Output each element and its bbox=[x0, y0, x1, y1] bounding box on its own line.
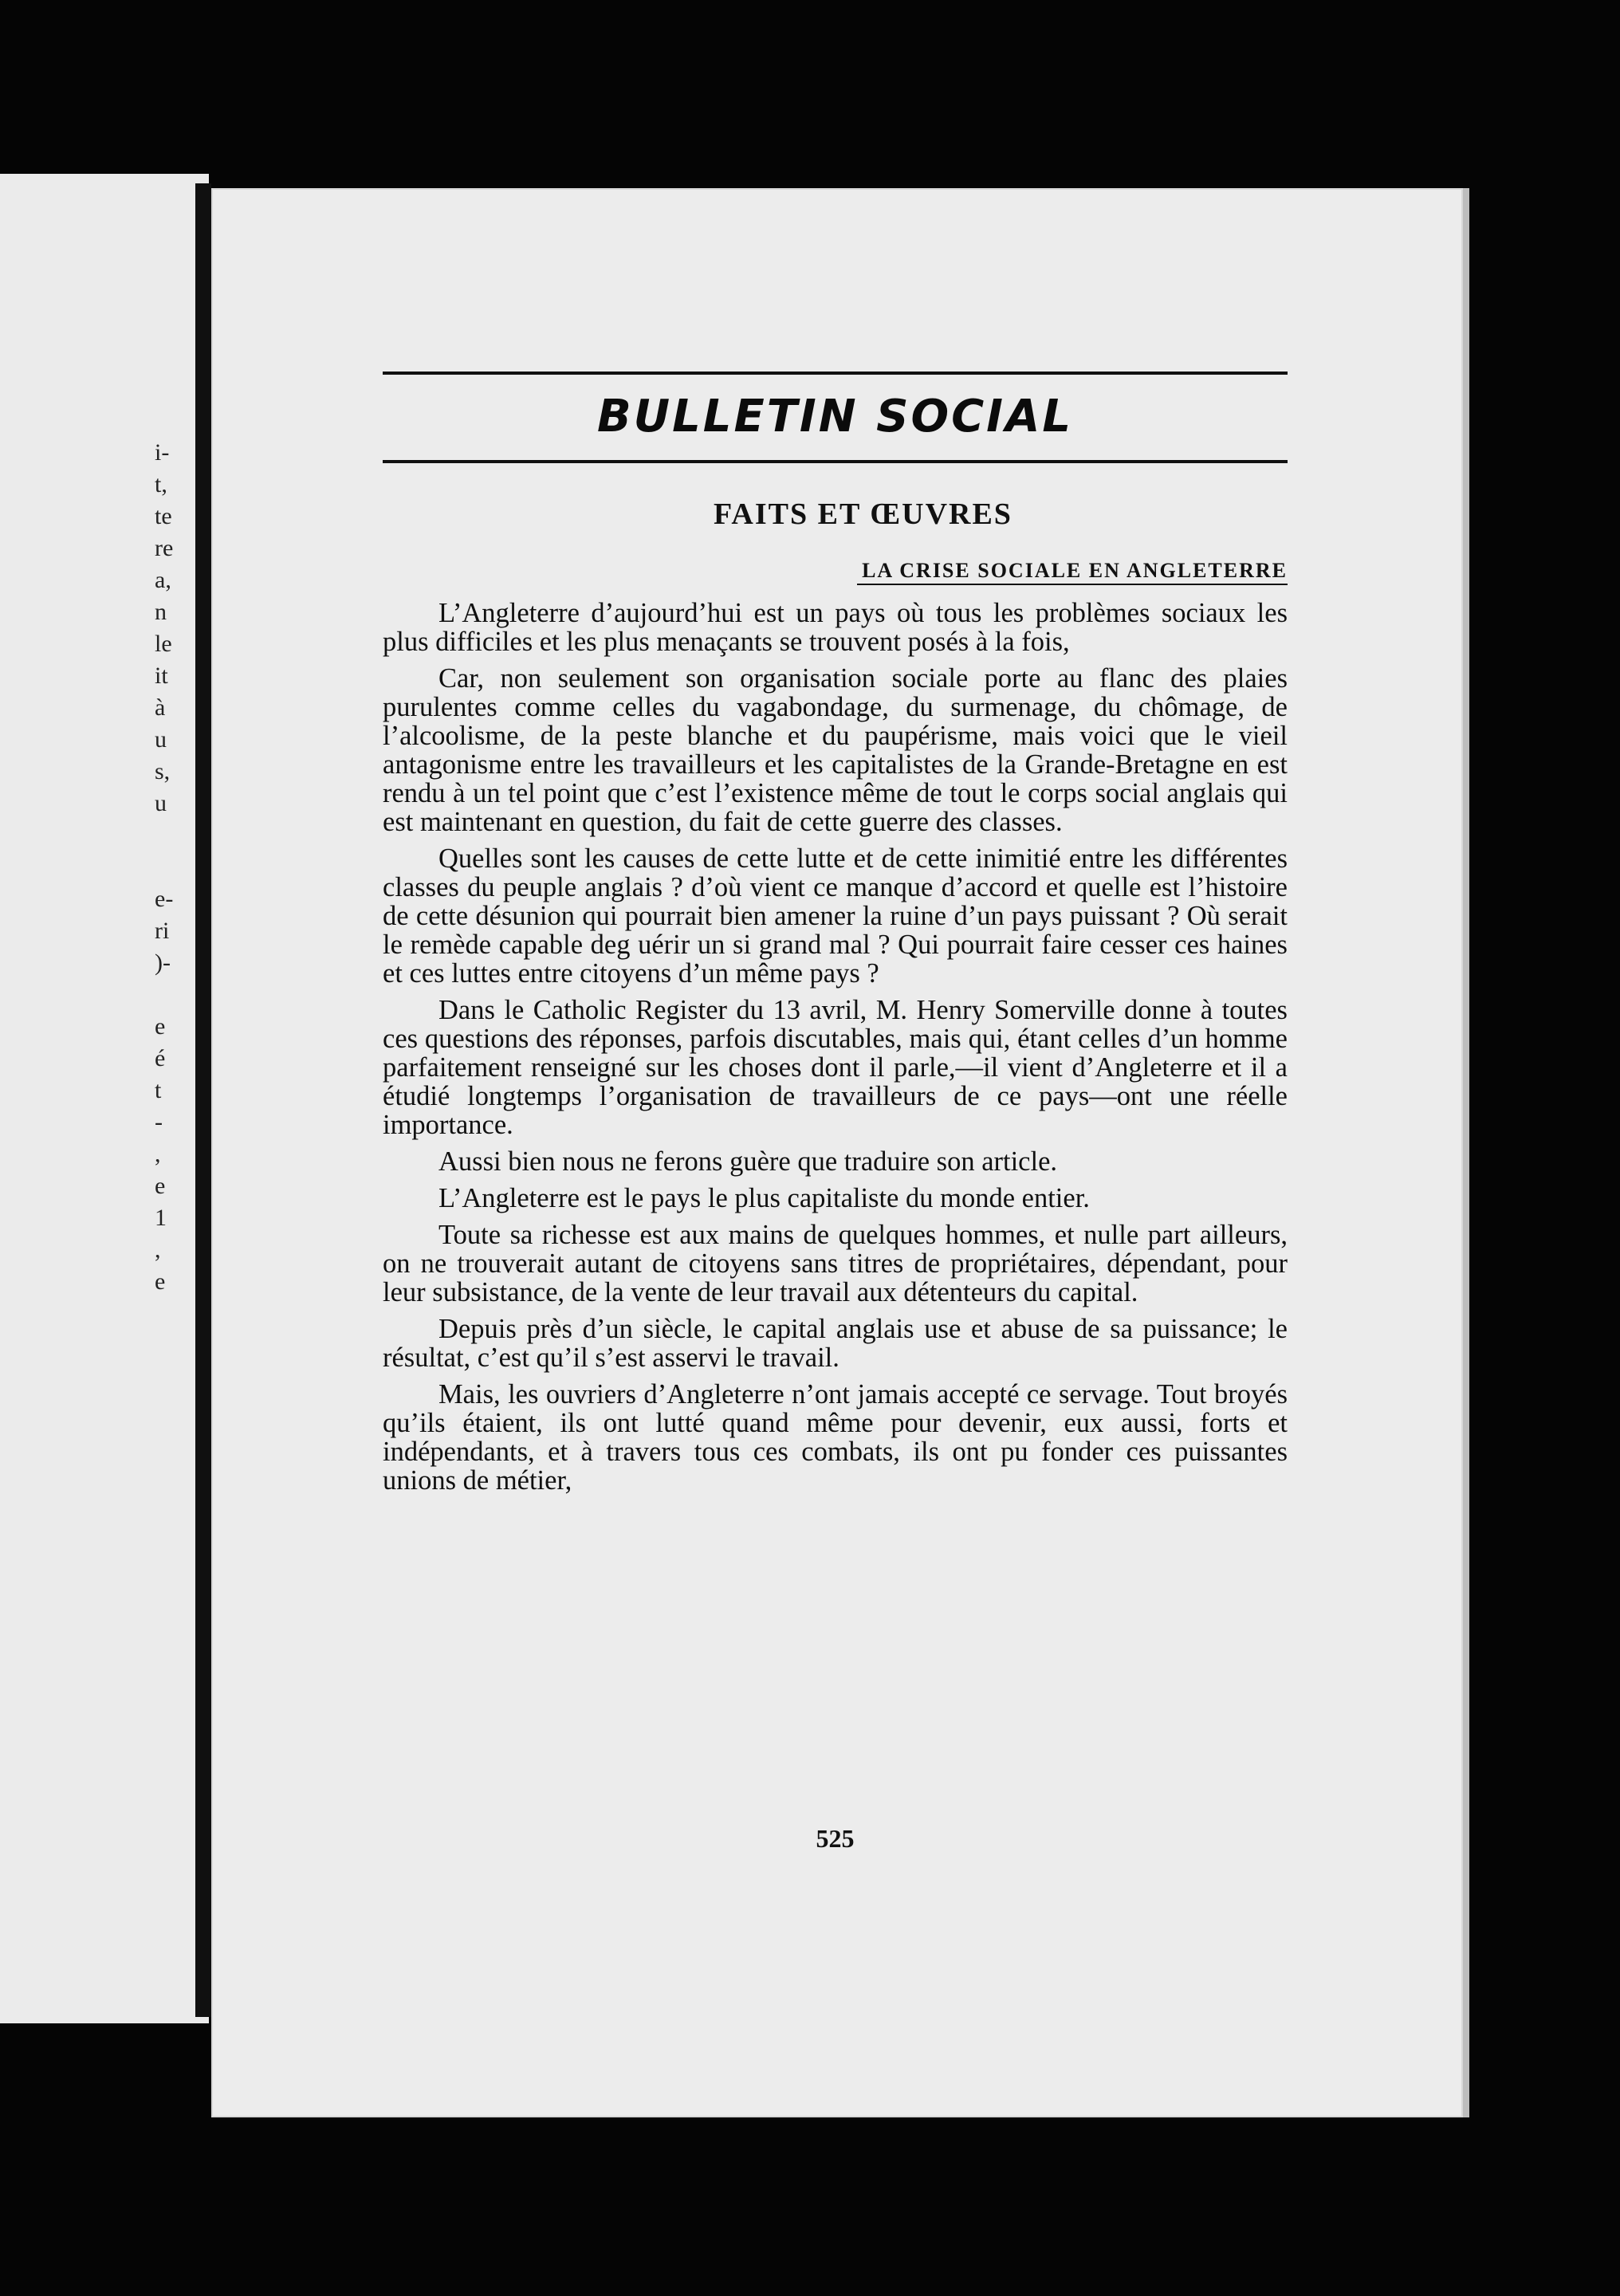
left-fragment: 1 bbox=[155, 1205, 167, 1231]
subsection-title-wrap bbox=[383, 559, 1288, 583]
paragraph-6: L’Angleterre est le pays le plus capitaliste du monde entier. bbox=[438, 1183, 1090, 1213]
left-fragment: u bbox=[155, 726, 167, 753]
left-fragment: te bbox=[155, 503, 172, 529]
paragraph-2: Car, non seulement son organisation sociale porte au flanc des plaies purulentes comme celles du vagabondage, du surmenage, du chômage, de l’alcoolisme, de la peste blanche et du paupérisme, mais voici que le vieil antagonisme entre les travailleurs et les capitalistes de la Grande-Bretagne en est rendu à un tel point que c’est l’existence même de tout le corps social anglais qui est maintenant en question, du fait de cette guerre des classes. bbox=[383, 663, 1288, 837]
page-number: 525 bbox=[816, 1824, 855, 1853]
article-body bbox=[383, 599, 1288, 1495]
subsection-title: LA CRISE SOCIALE EN ANGLETERRE bbox=[857, 559, 1288, 585]
paragraph-9: Mais, les ouvriers d’Angleterre n’ont jamais accepté ce servage. Tout broyés qu’ils étaient, ils ont lutté quand même pour devenir, eux aussi, forts et indépendants, et à travers tous ces combats, ils ont pu fonder ces puissantes unions de métier, bbox=[383, 1379, 1288, 1496]
bulletin-title: BULLETIN SOCIAL bbox=[596, 391, 1074, 442]
left-fragment: le bbox=[155, 631, 172, 657]
left-fragment: s, bbox=[155, 758, 171, 784]
left-fragment: e bbox=[155, 1013, 166, 1040]
page-edge-shadow bbox=[195, 183, 211, 2017]
left-fragment: e bbox=[155, 1268, 166, 1295]
paragraph-3: Quelles sont les causes de cette lutte et de cette inimitié entre les différentes classes du peuple anglais ? d’où vient ce manque d’accord et quelle est l’histoire de cette désunion qui pourrait bien amener la ruine d’un pays puissant ? Où serait le remède capable deg uérir un si grand mal ? Qui pourrait faire cesser ces haines et ces luttes entre citoyens d’un même pays ? bbox=[383, 843, 1288, 989]
left-fragment: t, bbox=[155, 471, 167, 497]
left-fragment: a, bbox=[155, 567, 171, 593]
left-fragment: e- bbox=[155, 886, 174, 912]
left-fragment: à bbox=[155, 694, 166, 721]
left-fragment: - bbox=[155, 1109, 163, 1135]
paragraph-4: Dans le Catholic Register du 13 avril, M. Henry Somerville donne à toutes ces questions des réponses, parfois discutables, mais qui, étant celles d’un homme parfaitement renseigné sur les choses dont il parle,—il vient d’Angleterre et il a étudié longtemps l’organisation de travailleurs de ce pays—ont une réelle importance. bbox=[383, 995, 1288, 1140]
section-title: FAITS ET ŒUVRES bbox=[714, 497, 1012, 531]
paragraph-1: L’Angleterre d’aujourd’hui est un pays où tous les problèmes sociaux les plus difficiles et les plus menaçants se trouvent posés à la fois, bbox=[383, 598, 1288, 657]
left-page-fragment bbox=[0, 174, 209, 2023]
left-fragment: it bbox=[155, 662, 168, 689]
left-fragment: )- bbox=[155, 949, 171, 976]
paragraph-8: Depuis près d’un siècle, le capital anglais use et abuse de sa puissance; le résultat, c’est qu’il s’est asservi le travail. bbox=[383, 1314, 1288, 1373]
header-top-rule bbox=[383, 372, 1288, 375]
left-fragment: i- bbox=[155, 439, 170, 466]
left-fragment: u bbox=[155, 790, 167, 816]
left-fragment: e bbox=[155, 1173, 166, 1199]
page-content bbox=[383, 372, 1288, 1503]
document-page bbox=[211, 188, 1469, 2117]
paragraph-5: Aussi bien nous ne ferons guère que traduire son article. bbox=[438, 1146, 1058, 1177]
left-fragment: t bbox=[155, 1077, 162, 1103]
left-fragment: ri bbox=[155, 918, 170, 944]
left-fragment: n bbox=[155, 599, 167, 625]
left-fragment: re bbox=[155, 535, 174, 561]
left-fragment: , bbox=[155, 1236, 161, 1263]
left-fragment: é bbox=[155, 1045, 166, 1071]
paragraph-7: Toute sa richesse est aux mains de quelques hommes, et nulle part ailleurs, on ne trouverait autant de citoyens sans titres de propriétaires, dépendant, pour leur subsistance, de la vente de leur travail aux détenteurs du capital. bbox=[383, 1220, 1288, 1307]
header-bottom-rule bbox=[383, 460, 1288, 463]
left-fragment: , bbox=[155, 1141, 161, 1167]
